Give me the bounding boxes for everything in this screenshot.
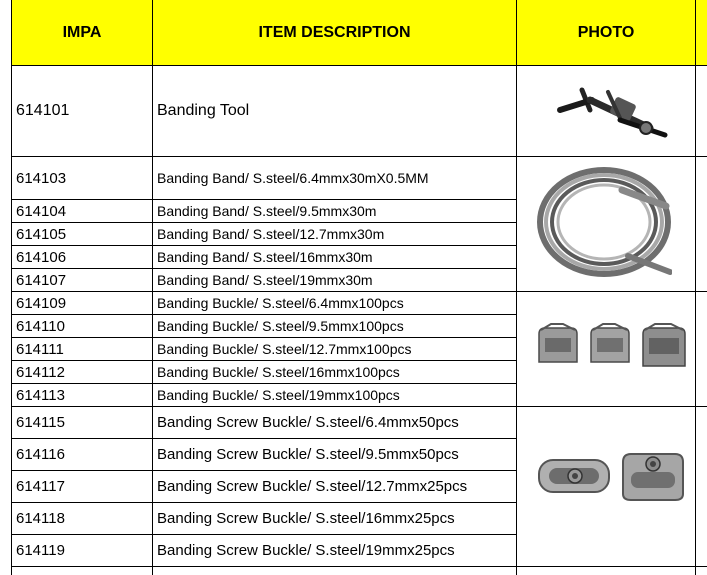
table-row-description[interactable]: Banding Tool	[157, 102, 250, 119]
table-row-description[interactable]: Banding Buckle/ S.steel/12.7mmx100pcs	[157, 341, 412, 357]
table-row-impa[interactable]: 614109	[16, 294, 67, 312]
table-row-impa[interactable]: 614101	[16, 102, 70, 119]
table-row-impa[interactable]: 614115	[16, 414, 65, 431]
header-item-description-label: ITEM DESCRIPTION	[258, 23, 411, 41]
table-row-impa[interactable]: 614111	[16, 340, 64, 358]
grid-line-photo	[695, 66, 696, 575]
header-photo-label: PHOTO	[577, 23, 635, 41]
grid-photo-line	[516, 156, 707, 157]
grid-photo-line	[516, 406, 707, 407]
screw-buckles-photo	[535, 448, 685, 506]
table-row-description[interactable]: Banding Band/ S.steel/6.4mmx30mX0.5MM	[157, 170, 429, 186]
table-row-description[interactable]: Banding Band/ S.steel/9.5mmx30m	[157, 203, 377, 219]
table-row-description[interactable]: Banding Screw Buckle/ S.steel/12.7mmx25pcs	[157, 478, 468, 495]
header-impa[interactable]	[12, 0, 153, 66]
header-edge-cell	[696, 0, 707, 66]
table-row-impa[interactable]: 614116	[16, 446, 65, 463]
table-row-description[interactable]: Banding Buckle/ S.steel/16mmx100pcs	[157, 364, 400, 380]
grid-photo-line	[516, 291, 707, 292]
table-row-description[interactable]: Banding Band/ S.steel/19mmx30m	[157, 272, 373, 288]
table-row-impa[interactable]: 614110	[16, 317, 65, 335]
table-row-impa[interactable]: 614118	[16, 510, 65, 527]
table-row-description[interactable]: Banding Screw Buckle/ S.steel/19mmx25pcs	[157, 542, 455, 559]
table-row-description[interactable]: Banding Screw Buckle/ S.steel/16mmx25pcs	[157, 510, 455, 527]
table-row-description[interactable]: Banding Buckle/ S.steel/6.4mmx100pcs	[157, 295, 404, 311]
banding-buckles-photo	[535, 322, 695, 372]
table-row-impa[interactable]: 614119	[16, 542, 65, 559]
header-item-description[interactable]	[153, 0, 517, 66]
grid-line-desc	[516, 66, 517, 575]
table-row-description[interactable]: Banding Buckle/ S.steel/19mmx100pcs	[157, 387, 400, 403]
table-row-impa[interactable]: 614105	[16, 225, 67, 243]
table-row-impa[interactable]: 614112	[16, 363, 65, 381]
table-row-impa[interactable]: 614117	[16, 478, 65, 495]
table-row-description[interactable]: Banding Screw Buckle/ S.steel/6.4mmx50pcs	[157, 414, 459, 431]
table-row-impa[interactable]: 614103	[16, 169, 67, 187]
table-row-description[interactable]: Banding Band/ S.steel/16mmx30m	[157, 249, 373, 265]
grid-row-line	[11, 566, 707, 567]
steel-band-coil-photo	[532, 160, 672, 288]
table-row-impa[interactable]: 614106	[16, 248, 67, 266]
table-row-description[interactable]: Banding Buckle/ S.steel/9.5mmx100pcs	[157, 318, 404, 334]
table-row-description[interactable]: Banding Band/ S.steel/12.7mmx30m	[157, 226, 385, 242]
table-row-description[interactable]: Banding Screw Buckle/ S.steel/9.5mmx50pcs	[157, 446, 459, 463]
banding-tool-photo	[550, 70, 670, 150]
table-row-impa[interactable]: 614107	[16, 271, 67, 289]
table-row-impa[interactable]: 614113	[16, 386, 65, 404]
header-impa-label: IMPA	[62, 23, 102, 41]
table-row-impa[interactable]: 614104	[16, 202, 67, 220]
header-photo[interactable]	[517, 0, 696, 66]
